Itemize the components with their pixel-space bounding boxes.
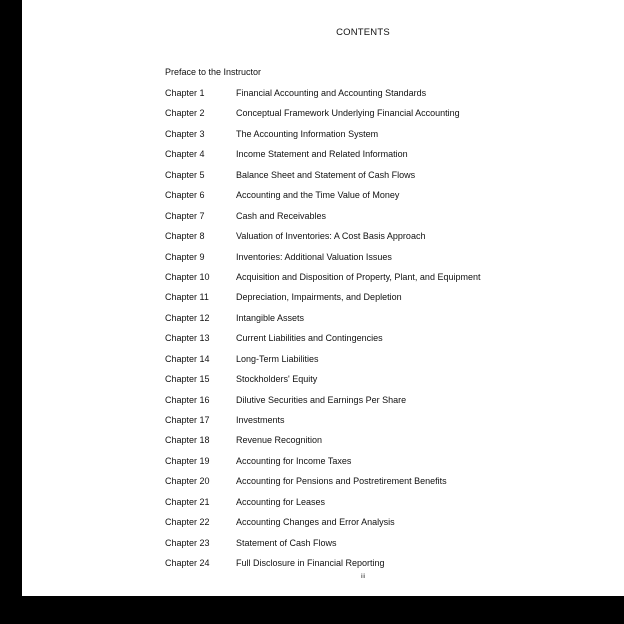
chapter-number: Chapter 4 xyxy=(165,149,205,160)
chapter-title: Accounting Changes and Error Analysis xyxy=(236,517,395,528)
chapter-title: Accounting for Leases xyxy=(236,496,326,507)
toc-row-chapter-17 xyxy=(165,415,605,435)
chapter-number: Chapter 19 xyxy=(165,455,210,466)
toc-row-chapter-13 xyxy=(165,333,605,353)
table-of-contents xyxy=(165,88,605,579)
document-page xyxy=(22,0,624,596)
chapter-title: Accounting for Pensions and Postretirement Benefits xyxy=(236,476,447,487)
chapter-title: Accounting and the Time Value of Money xyxy=(236,190,400,201)
toc-row-chapter-14 xyxy=(165,354,605,374)
chapter-title: Accounting for Income Taxes xyxy=(236,455,352,466)
toc-row-chapter-8 xyxy=(165,231,605,251)
chapter-number: Chapter 11 xyxy=(165,292,209,303)
toc-row-chapter-9 xyxy=(165,252,605,272)
chapter-number: Chapter 8 xyxy=(165,231,205,242)
chapter-number: Chapter 9 xyxy=(165,251,205,262)
chapter-title: Valuation of Inventories: A Cost Basis Approach xyxy=(236,231,426,242)
chapter-number: Chapter 12 xyxy=(165,312,210,323)
toc-row-chapter-10 xyxy=(165,272,605,292)
toc-row-chapter-23 xyxy=(165,538,605,558)
toc-row-chapter-1 xyxy=(165,88,605,108)
toc-row-chapter-4 xyxy=(165,149,605,169)
preface-entry: Preface to the Instructor xyxy=(165,67,262,77)
chapter-title: Dilutive Securities and Earnings Per Share xyxy=(236,394,407,405)
toc-row-chapter-20 xyxy=(165,476,605,496)
toc-row-chapter-15 xyxy=(165,374,605,394)
toc-row-chapter-21 xyxy=(165,497,605,517)
toc-row-chapter-12 xyxy=(165,313,605,333)
chapter-title: Income Statement and Related Information xyxy=(236,149,408,160)
toc-row-chapter-2 xyxy=(165,108,605,128)
chapter-title: Long-Term Liabilities xyxy=(236,353,319,364)
chapter-title: The Accounting Information System xyxy=(236,128,379,139)
chapter-number: Chapter 24 xyxy=(165,558,210,569)
chapter-number: Chapter 13 xyxy=(165,333,210,344)
page-number: iii xyxy=(361,574,365,580)
chapter-title: Cash and Receivables xyxy=(236,210,327,221)
toc-row-chapter-16 xyxy=(165,395,605,415)
chapter-number: Chapter 20 xyxy=(165,476,210,487)
chapter-number: Chapter 6 xyxy=(165,190,205,201)
toc-row-chapter-11 xyxy=(165,292,605,312)
toc-row-chapter-22 xyxy=(165,517,605,537)
chapter-number: Chapter 15 xyxy=(165,374,210,385)
chapter-title: Balance Sheet and Statement of Cash Flows xyxy=(236,169,416,180)
chapter-title: Intangible Assets xyxy=(236,312,305,323)
toc-row-chapter-3 xyxy=(165,129,605,149)
chapter-title: Revenue Recognition xyxy=(236,435,323,446)
chapter-title: Full Disclosure in Financial Reporting xyxy=(236,558,385,569)
toc-row-chapter-6 xyxy=(165,190,605,210)
chapter-number: Chapter 14 xyxy=(165,353,210,364)
chapter-number: Chapter 21 xyxy=(165,496,210,507)
toc-row-chapter-7 xyxy=(165,211,605,231)
chapter-title: Financial Accounting and Accounting Standards xyxy=(236,88,427,98)
chapter-number: Chapter 23 xyxy=(165,537,210,548)
chapter-title: Acquisition and Disposition of Property, Plant, and Equipment xyxy=(236,271,481,282)
chapter-number: Chapter 1 xyxy=(165,88,205,98)
chapter-number: Chapter 2 xyxy=(165,108,205,119)
chapter-title: Stockholders' Equity xyxy=(236,374,318,385)
chapter-title: Depreciation, Impairments, and Depletion xyxy=(236,292,402,303)
chapter-number: Chapter 3 xyxy=(165,128,205,139)
chapter-number: Chapter 22 xyxy=(165,517,210,528)
chapter-title: Inventories: Additional Valuation Issues xyxy=(236,251,392,262)
toc-row-chapter-19 xyxy=(165,456,605,476)
chapter-title: Current Liabilities and Contingencies xyxy=(236,333,383,344)
toc-row-chapter-18 xyxy=(165,435,605,455)
chapter-title: Conceptual Framework Underlying Financial Accounting xyxy=(236,108,460,119)
chapter-number: Chapter 16 xyxy=(165,394,210,405)
chapter-number: Chapter 10 xyxy=(165,271,210,282)
chapter-number: Chapter 17 xyxy=(165,415,210,425)
chapter-number: Chapter 18 xyxy=(165,435,210,446)
toc-row-chapter-5 xyxy=(165,170,605,190)
chapter-title: Statement of Cash Flows xyxy=(236,537,337,548)
chapter-number: Chapter 7 xyxy=(165,210,205,221)
chapter-number: Chapter 5 xyxy=(165,169,205,180)
contents-heading: CONTENTS xyxy=(336,27,390,38)
chapter-title: Investments xyxy=(236,415,285,425)
